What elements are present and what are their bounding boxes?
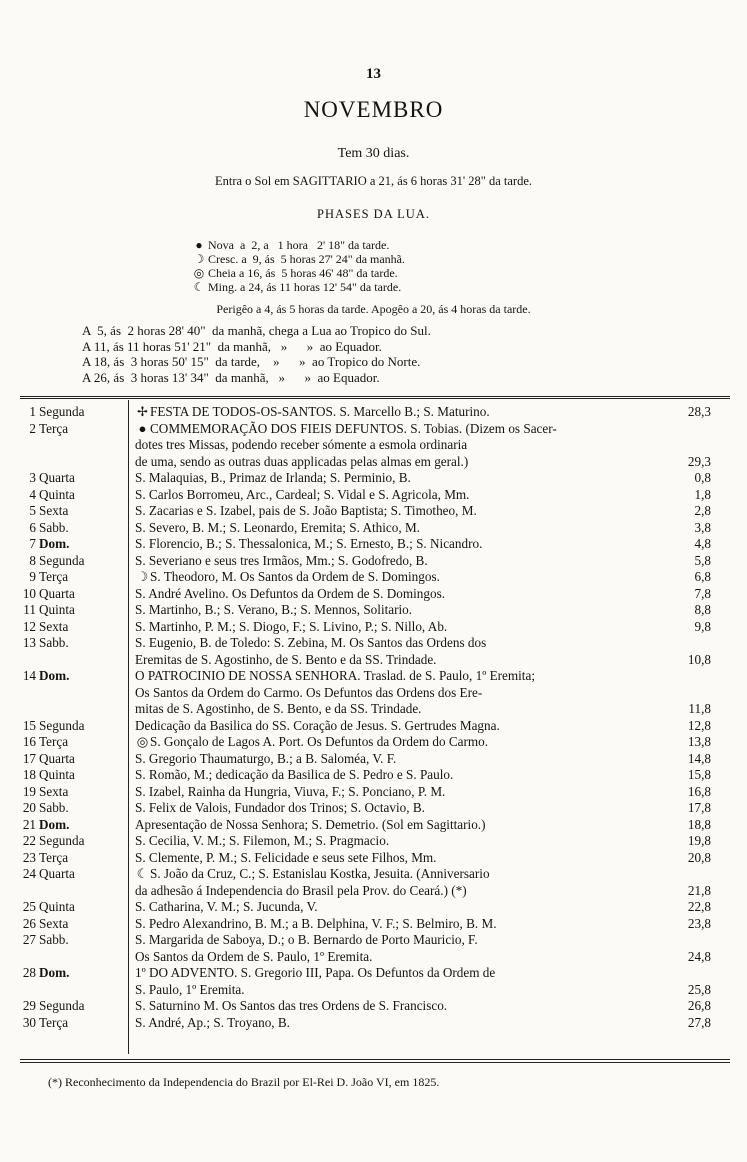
day-number: 9 [29, 569, 36, 584]
moon-age-value: 10,8 [687, 651, 711, 667]
saints-text [124, 536, 621, 553]
moon-tropic-row: A 11, ás 11 horas 51' 21" da manhã, » » ao Equador. [82, 338, 382, 354]
moon-age-value: 18,8 [687, 816, 711, 832]
saints-line [135, 784, 621, 801]
moon-phase-text: Cresc. a 9, ás 5 horas 27' 24" da manhã. [208, 252, 406, 266]
calendar-table [0, 404, 747, 1031]
saints-line [135, 982, 621, 999]
day-number: 30 [22, 1014, 36, 1030]
saints-line-text: S. Felix de Valois, Fundador dos Trinos; S. Octavio, B. [135, 800, 425, 815]
day-number: 15 [22, 717, 36, 733]
calendar-row [0, 668, 747, 718]
day-number: 27 [22, 932, 36, 947]
day-number: 11 [23, 602, 36, 617]
calendar-row [0, 734, 747, 751]
saints-line [135, 817, 621, 834]
day-number: 12 [22, 618, 36, 634]
saints-line-text: S. André Avelino. Os Defuntos da Ordem de S. Domingos. [135, 585, 446, 601]
saints-line [135, 965, 621, 982]
saints-line [135, 553, 621, 570]
saints-text [124, 421, 621, 471]
day-number: 14 [22, 668, 36, 683]
day-number: 28 [22, 965, 36, 980]
day-number: 17 [22, 750, 36, 766]
saints-line-text: S. Romão, M.; dedicação da Basilica de S. Pedro e S. Paulo. [135, 767, 454, 782]
day-number: 21 [22, 816, 36, 832]
saints-line [135, 503, 621, 520]
day-number: 3 [29, 470, 36, 485]
moon-phase-row [190, 280, 405, 294]
weekday: Segunda [39, 552, 85, 568]
saints-line [135, 1015, 621, 1032]
moon-tropic-row: A 5, ás 2 horas 28' 40" da manhã, chega a Lua ao Tropico do Sul. [82, 323, 431, 338]
day-number: 22 [22, 833, 36, 848]
saints-text [124, 619, 621, 636]
saints-line [135, 569, 621, 586]
page-number: 13 [366, 66, 381, 82]
calendar-row [0, 751, 747, 768]
saints-line-text: S. Margarida de Saboya, D.; o B. Bernardo de Porto Mauricio, F. [135, 932, 478, 947]
saints-text [124, 734, 621, 751]
saints-line-text: S. Carlos Borromeu, Arc., Cardeal; S. Vidal e S. Agricola, Mm. [135, 486, 470, 502]
table-bottom-rule-2 [20, 1062, 730, 1063]
saints-line [135, 437, 621, 454]
moon-tropic-row: A 26, ás 3 horas 13' 34" da manhã, » » ao Equador. [82, 369, 380, 385]
weekday: Terça [39, 420, 69, 436]
weekday: Quarta [39, 470, 75, 485]
moon-age-value: 28,3 [687, 404, 711, 419]
day-number: 16 [22, 734, 36, 749]
weekday: Sabb. [39, 800, 69, 815]
weekday: Quarta [39, 585, 75, 601]
saints-line-text: O PATROCINIO DE NOSSA SENHORA. Traslad. de S. Paulo, 1º Eremita; [135, 668, 535, 683]
moon-age-value: 21,8 [687, 882, 711, 898]
saints-line-text: de uma, sendo as outras duas applicadas pelas almas em geral.) [135, 453, 469, 469]
moon-age-value: 5,8 [694, 552, 711, 568]
calendar-row [0, 470, 747, 487]
table-top-rule [20, 396, 730, 399]
saints-line-text: S. André, Ap.; S. Troyano, B. [135, 1014, 290, 1030]
calendar-row [0, 998, 747, 1015]
saints-line [135, 800, 621, 817]
moon-age-value: 12,8 [687, 717, 711, 733]
day-number: 1 [29, 404, 36, 419]
saints-line-text: S. Eugenio, B. de Toledo: S. Zebina, M. Os Santos das Ordens dos [135, 635, 487, 650]
saints-text [124, 520, 621, 537]
weekday: Quinta [39, 767, 75, 782]
saints-line-text: S. Martinho, P. M.; S. Diogo, F.; S. Livino, P.; S. Nillo, Ab. [135, 618, 448, 634]
weekday: Quinta [39, 602, 75, 617]
weekday: Terça [39, 1014, 69, 1030]
saints-text [124, 404, 621, 421]
weekday: Quinta [39, 899, 75, 914]
calendar-row [0, 718, 747, 735]
saints-line [135, 619, 621, 636]
moon-age-value: 9,8 [694, 618, 711, 634]
saints-line [135, 404, 621, 421]
saints-line [135, 421, 621, 438]
saints-line [135, 932, 621, 949]
last-quarter-icon: ☾ [193, 280, 205, 294]
moon-age-value: 15,8 [687, 767, 711, 782]
weekday: Segunda [39, 833, 85, 848]
table-bottom-rule [20, 1059, 730, 1060]
calendar-row [0, 569, 747, 586]
saints-line [135, 586, 621, 603]
saints-line [135, 899, 621, 916]
saints-line-text: S. Theodoro, M. Os Santos da Ordem de S. Domingos. [150, 569, 440, 584]
saints-line [135, 536, 621, 553]
saints-text [124, 916, 621, 933]
saints-line [135, 998, 621, 1015]
saints-text [124, 569, 621, 586]
saints-line [135, 767, 621, 784]
day-number: 26 [22, 915, 36, 931]
saints-text [124, 470, 621, 487]
saints-line-text: S. Gonçalo de Lagos A. Port. Os Defuntos da Ordem do Carmo. [150, 734, 489, 749]
saints-text [124, 850, 621, 867]
saints-line [135, 454, 621, 471]
calendar-row [0, 553, 747, 570]
saints-line-text: dotes tres Missas, podendo receber sómente a esmola ordinaria [135, 437, 468, 452]
saints-text [124, 817, 621, 834]
calendar-row [0, 536, 747, 553]
weekday: Dom. [39, 965, 70, 980]
saints-line-text: mitas de S. Agostinho, de S. Bento, e da SS. Trindade. [135, 701, 422, 716]
day-number: 2 [29, 420, 36, 436]
saints-text [124, 668, 621, 718]
saints-line [135, 751, 621, 768]
moon-phase-row [190, 266, 405, 280]
day-number: 7 [29, 536, 36, 551]
day-number: 10 [22, 585, 36, 601]
calendar-row [0, 586, 747, 603]
saints-text [124, 586, 621, 603]
saints-text [124, 767, 621, 784]
moon-phases-title: PHASES DA LUA. [317, 207, 430, 221]
day-number: 25 [22, 899, 36, 914]
moon-age-value: 27,8 [687, 1014, 711, 1030]
saints-line [135, 470, 621, 487]
saints-line-text: Os Santos da Ordem do Carmo. Os Defuntos das Ordens dos Ere- [135, 684, 483, 700]
saints-line-text: S. Zacarias e S. Izabel, pais de S. João Baptista; S. Timotheo, M. [135, 503, 477, 518]
saints-line [135, 883, 621, 900]
moon-age-value: 25,8 [687, 981, 711, 997]
moon-phase-text: Cheia a 16, ás 5 horas 46' 48" da tarde. [208, 266, 398, 280]
weekday: Dom. [39, 668, 70, 683]
weekday: Quarta [39, 750, 75, 766]
full-moon-icon: ◎ [193, 266, 205, 280]
saints-line-text: S. Malaquias, B., Primaz de Irlanda; S. Perminio, B. [135, 470, 411, 485]
saints-line [135, 602, 621, 619]
day-number: 29 [22, 998, 36, 1013]
weekday: Terça [39, 849, 69, 865]
saints-line-text: 1º DO ADVENTO. S. Gregorio III, Papa. Os Defuntos da Ordem de [135, 965, 496, 980]
weekday: Sabb. [39, 635, 69, 650]
moon-age-value: 2,8 [694, 503, 711, 518]
saints-text [124, 932, 621, 965]
sun-entry-line: Entra o Sol em SAGITTARIO a 21, ás 6 horas 31' 28" da tarde. [214, 174, 533, 188]
calendar-row [0, 503, 747, 520]
weekday: Dom. [39, 536, 70, 551]
moon-age-value: 19,8 [687, 833, 711, 848]
weekday: Quarta [39, 866, 75, 881]
last-quarter-icon: ☾ [136, 866, 149, 881]
saints-text [124, 718, 621, 735]
calendar-row [0, 850, 747, 867]
day-number: 24 [22, 866, 36, 881]
calendar-row [0, 487, 747, 504]
calendar-row [0, 635, 747, 668]
calendar-row [0, 404, 747, 421]
perigee-apogee-line: Perigêo a 4, ás 5 horas da tarde. Apogêo a 20, ás 4 horas da tarde. [216, 302, 531, 316]
saints-line [135, 520, 621, 537]
moon-age-value: 11,8 [688, 701, 711, 716]
moon-age-value: 6,8 [694, 569, 711, 584]
moon-age-value: 3,8 [694, 519, 711, 535]
moon-age-value: 0,8 [694, 470, 711, 485]
saints-text [124, 833, 621, 850]
moon-age-value: 16,8 [687, 783, 711, 799]
weekday: Sexta [39, 503, 69, 518]
weekday: Segunda [39, 998, 85, 1013]
calendar-row [0, 833, 747, 850]
calendar-row [0, 421, 747, 471]
weekday: Sabb. [39, 932, 69, 947]
moon-age-value: 23,8 [687, 915, 711, 931]
calendar-row [0, 916, 747, 933]
moon-tropic-row: A 18, ás 3 horas 50' 15" da tarde, » » ao Tropico do Norte. [82, 354, 421, 369]
moon-age-value: 13,8 [687, 734, 711, 749]
saints-line [135, 916, 621, 933]
saints-line [135, 866, 621, 883]
day-number: 18 [22, 767, 36, 782]
saints-line-text: Dedicação da Basilica do SS. Coração de Jesus. S. Gertrudes Magna. [135, 717, 500, 733]
saints-text [124, 899, 621, 916]
weekday: Terça [39, 734, 69, 749]
moon-age-value: 24,8 [687, 948, 711, 964]
saints-line [135, 718, 621, 735]
moon-age-value: 22,8 [687, 899, 711, 914]
calendar-row [0, 520, 747, 537]
saints-text [124, 965, 621, 998]
moon-phase-row [190, 252, 405, 266]
weekday: Sexta [39, 783, 69, 799]
saints-line [135, 635, 621, 652]
saints-line [135, 734, 621, 751]
moon-age-value: 26,8 [687, 998, 711, 1013]
calendar-row [0, 817, 747, 834]
moon-phase-text: Nova a 2, a 1 hora 2' 18" da tarde. [208, 238, 390, 252]
saints-line [135, 652, 621, 669]
saints-line-text: FESTA DE TODOS-OS-SANTOS. S. Marcello B.; S. Maturino. [150, 404, 490, 419]
saints-line-text: S. Izabel, Rainha da Hungria, Viuva, F.; S. Ponciano, P. M. [135, 783, 446, 799]
calendar-row [0, 619, 747, 636]
saints-text [124, 1015, 621, 1032]
saints-line-text: COMMEMORAÇÃO DOS FIEIS DEFUNTOS. S. Tobias. (Dizem os Sacer- [150, 420, 557, 436]
saints-line [135, 668, 621, 685]
moon-age-value: 1,8 [694, 486, 711, 502]
day-number: 6 [29, 519, 36, 535]
weekday: Terça [39, 569, 69, 584]
weekday: Sexta [39, 915, 69, 931]
saints-line-text: S. Martinho, B.; S. Verano, B.; S. Mennos, Solitario. [135, 602, 413, 617]
moon-age-value: 7,8 [694, 585, 711, 601]
calendar-row [0, 1015, 747, 1032]
saints-text [124, 487, 621, 504]
saints-line-text: S. Catharina, V. M.; S. Jucunda, V. [135, 899, 318, 914]
saints-line-text: S. Severiano e seus tres Irmãos, Mm.; S. Godofredo, B. [135, 552, 428, 568]
moon-phases-list [190, 238, 405, 294]
weekday: Dom. [39, 816, 70, 832]
moon-age-value: 29,3 [687, 453, 711, 469]
first-quarter-icon: ☽ [193, 252, 205, 266]
calendar-row [0, 800, 747, 817]
moon-age-value: 4,8 [694, 536, 711, 551]
saints-text [124, 553, 621, 570]
saints-line-text: da adhesão á Independencia do Brasil pela Prov. do Ceará.) (*) [135, 882, 467, 898]
cross-icon: ✢ [136, 404, 149, 419]
calendar-row [0, 866, 747, 899]
new-moon-icon: ● [195, 238, 203, 252]
month-title: NOVEMBRO [303, 97, 444, 122]
saints-text [124, 751, 621, 768]
calendar-row [0, 767, 747, 784]
calendar-row [0, 899, 747, 916]
saints-line [135, 487, 621, 504]
weekday: Segunda [39, 717, 85, 733]
footnote: (*) Reconhecimento da Independencia do Brazil por El-Rei D. João VI, em 1825. [48, 1075, 440, 1089]
saints-line-text: Apresentação de Nossa Senhora; S. Demetrio. (Sol em Sagittario.) [135, 816, 486, 832]
moon-age-value: 14,8 [687, 750, 711, 766]
moon-age-value: 17,8 [687, 800, 711, 815]
day-number: 23 [22, 849, 36, 865]
new-moon-icon: ● [138, 420, 147, 436]
saints-line [135, 701, 621, 718]
day-number: 4 [29, 486, 36, 502]
day-number: 20 [22, 800, 36, 815]
moon-tropics-list [82, 323, 431, 385]
weekday: Sabb. [39, 519, 69, 535]
day-number: 5 [29, 503, 36, 518]
saints-line-text: Os Santos da Ordem de S. Paulo, 1º Eremita. [135, 948, 373, 964]
saints-line-text: S. Saturnino M. Os Santos das tres Ordens de S. Francisco. [135, 998, 448, 1013]
day-number: 8 [29, 552, 36, 568]
saints-line [135, 850, 621, 867]
saints-line-text: S. João da Cruz, C.; S. Estanislau Kostka, Jesuita. (Anniversario [150, 866, 490, 881]
saints-text [124, 866, 621, 899]
saints-text [124, 602, 621, 619]
saints-line-text: S. Pedro Alexandrino, B. M.; a B. Delphina, V. F.; S. Belmiro, B. M. [135, 915, 497, 931]
full-moon-icon: ◎ [136, 734, 149, 749]
saints-line-text: S. Gregorio Thaumaturgo, B.; a B. Saloméa, V. F. [135, 750, 397, 766]
saints-line-text: S. Florencio, B.; S. Thessalonica, M.; S. Ernesto, B.; S. Nicandro. [135, 536, 483, 551]
weekday: Quinta [39, 486, 75, 502]
saints-line-text: S. Clemente, P. M.; S. Felicidade e seus sete Filhos, Mm. [135, 849, 437, 865]
first-quarter-icon: ☽ [136, 569, 149, 584]
saints-line-text: S. Cecilia, V. M.; S. Filemon, M.; S. Pragmacio. [135, 833, 390, 848]
calendar-row [0, 602, 747, 619]
weekday: Sexta [39, 618, 69, 634]
saints-line [135, 685, 621, 702]
saints-text [124, 998, 621, 1015]
saints-line-text: S. Severo, B. M.; S. Leonardo, Eremita; S. Athico, M. [135, 519, 420, 535]
saints-line-text: Eremitas de S. Agostinho, de S. Bento e da SS. Trindade. [135, 651, 437, 667]
saints-line [135, 949, 621, 966]
saints-line [135, 833, 621, 850]
day-number: 13 [22, 635, 36, 650]
saints-text [124, 784, 621, 801]
weekday: Segunda [39, 404, 85, 419]
saints-text [124, 635, 621, 668]
calendar-row [0, 784, 747, 801]
moon-phase-text: Ming. a 24, ás 11 horas 12' 54" da tarde. [208, 280, 402, 294]
saints-text [124, 503, 621, 520]
saints-line-text: S. Paulo, 1º Eremita. [135, 981, 245, 997]
calendar-row [0, 965, 747, 998]
saints-text [124, 800, 621, 817]
moon-age-value: 20,8 [687, 849, 711, 865]
moon-phase-row [190, 238, 405, 252]
moon-age-value: 8,8 [694, 602, 711, 617]
days-in-month: Tem 30 dias. [337, 146, 410, 161]
day-number: 19 [22, 783, 36, 799]
calendar-row [0, 932, 747, 965]
